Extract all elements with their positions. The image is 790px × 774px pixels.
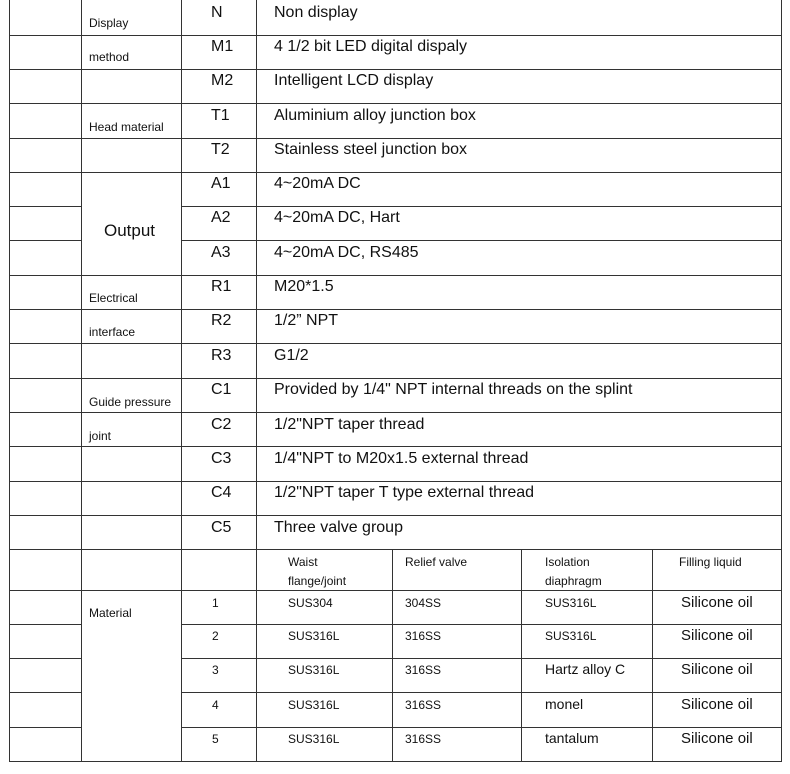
row-line: [9, 727, 81, 728]
option-description: Stainless steel junction box: [274, 141, 467, 158]
row-line: [181, 727, 782, 728]
table-border-left: [9, 0, 10, 762]
option-description: 4~20mA DC: [274, 175, 361, 192]
option-code: T2: [211, 141, 230, 158]
material-liquid: Silicone oil: [681, 696, 753, 713]
material-relief: 316SS: [405, 629, 442, 643]
material-header-relief: Relief valve: [405, 555, 468, 569]
material-flange: SUS316L: [288, 629, 340, 643]
material-liquid: Silicone oil: [681, 730, 753, 747]
row-line: [181, 658, 782, 659]
option-description: 4 1/2 bit LED digital dispaly: [274, 38, 467, 55]
material-diaphragm: SUS316L: [545, 629, 597, 643]
option-description: 4~20mA DC, Hart: [274, 209, 400, 226]
row-line: [181, 240, 782, 241]
option-code: C5: [211, 519, 232, 536]
option-code: C1: [211, 381, 232, 398]
category-label: method: [89, 50, 130, 64]
table-border-right: [781, 0, 782, 762]
option-description: Non display: [274, 4, 358, 21]
column-divider-diaphragm: [521, 549, 522, 762]
row-line: [9, 590, 782, 591]
material-row-number: 1: [212, 596, 219, 610]
row-line: [9, 35, 782, 36]
material-row-number: 3: [212, 663, 219, 677]
option-description: 4~20mA DC, RS485: [274, 244, 419, 261]
row-line: [9, 481, 782, 482]
option-code: M2: [211, 72, 234, 89]
row-line: [9, 412, 782, 413]
option-code: M1: [211, 38, 234, 55]
row-line: [9, 515, 782, 516]
row-line: [9, 343, 782, 344]
column-divider-code: [181, 0, 182, 762]
category-label: interface: [89, 325, 136, 339]
material-liquid: Silicone oil: [681, 627, 753, 644]
option-description: Intelligent LCD display: [274, 72, 434, 89]
material-flange: SUS316L: [288, 698, 340, 712]
row-line: [9, 138, 782, 139]
option-code: R3: [211, 347, 232, 364]
option-code: R2: [211, 312, 232, 329]
section-line: [9, 378, 782, 379]
option-code: N: [211, 4, 223, 21]
section-line: [9, 103, 782, 104]
material-row-number: 4: [212, 698, 219, 712]
option-code: C4: [211, 484, 232, 501]
section-line: [9, 549, 782, 550]
category-label: Guide pressure: [89, 395, 172, 409]
column-divider-liquid: [652, 549, 653, 762]
row-line: [9, 446, 782, 447]
option-description: Three valve group: [274, 519, 403, 536]
row-line: [9, 206, 81, 207]
option-code: A1: [211, 175, 231, 192]
option-description: M20*1.5: [274, 278, 334, 295]
row-line: [9, 69, 782, 70]
row-line: [9, 692, 81, 693]
category-label: Output: [104, 221, 156, 240]
material-liquid: Silicone oil: [681, 661, 753, 678]
option-description: 1/2"NPT taper thread: [274, 416, 425, 433]
material-diaphragm: tantalum: [545, 730, 599, 746]
row-line: [9, 658, 81, 659]
material-diaphragm: monel: [545, 696, 584, 712]
category-label: joint: [89, 429, 112, 443]
row-line: [181, 206, 782, 207]
section-line: [9, 275, 782, 276]
column-divider-category: [81, 0, 82, 762]
section-line: [9, 172, 782, 173]
category-label: Material: [89, 606, 132, 620]
row-line: [9, 240, 81, 241]
material-relief: 316SS: [405, 698, 442, 712]
option-description: 1/2” NPT: [274, 312, 339, 329]
option-code: R1: [211, 278, 232, 295]
row-line: [181, 624, 782, 625]
material-flange: SUS304: [288, 596, 333, 610]
option-code: A2: [211, 209, 231, 226]
material-liquid: Silicone oil: [681, 594, 753, 611]
option-description: 1/2"NPT taper T type external thread: [274, 484, 535, 501]
option-description: Aluminium alloy junction box: [274, 107, 476, 124]
material-header-flange: Waist: [288, 555, 318, 569]
option-code: C2: [211, 416, 232, 433]
row-line: [181, 692, 782, 693]
option-description: Provided by 1/4" NPT internal threads on the splint: [274, 381, 633, 398]
row-line: [9, 309, 782, 310]
column-divider-relief: [392, 549, 393, 762]
option-code: T1: [211, 107, 230, 124]
material-header-diaphragm: diaphragm: [545, 574, 602, 588]
material-header-diaphragm: Isolation: [545, 555, 590, 569]
row-line: [9, 624, 81, 625]
material-row-number: 5: [212, 732, 219, 746]
material-diaphragm: Hartz alloy C: [545, 661, 626, 677]
option-code: A3: [211, 244, 231, 261]
table-border-bottom: [9, 761, 782, 762]
category-label: Head material: [89, 120, 164, 134]
option-code: C3: [211, 450, 232, 467]
material-flange: SUS316L: [288, 732, 340, 746]
material-relief: 316SS: [405, 663, 442, 677]
option-description: 1/4"NPT to M20x1.5 external thread: [274, 450, 529, 467]
material-row-number: 2: [212, 629, 219, 643]
material-flange: SUS316L: [288, 663, 340, 677]
material-relief: 304SS: [405, 596, 442, 610]
column-divider-flange: [256, 549, 257, 762]
option-description: G1/2: [274, 347, 309, 364]
category-label: Display: [89, 16, 129, 30]
category-label: Electrical: [89, 291, 138, 305]
material-header-liquid: Filling liquid: [679, 555, 742, 569]
material-relief: 316SS: [405, 732, 442, 746]
material-diaphragm: SUS316L: [545, 596, 597, 610]
material-header-flange: flange/joint: [288, 574, 347, 588]
